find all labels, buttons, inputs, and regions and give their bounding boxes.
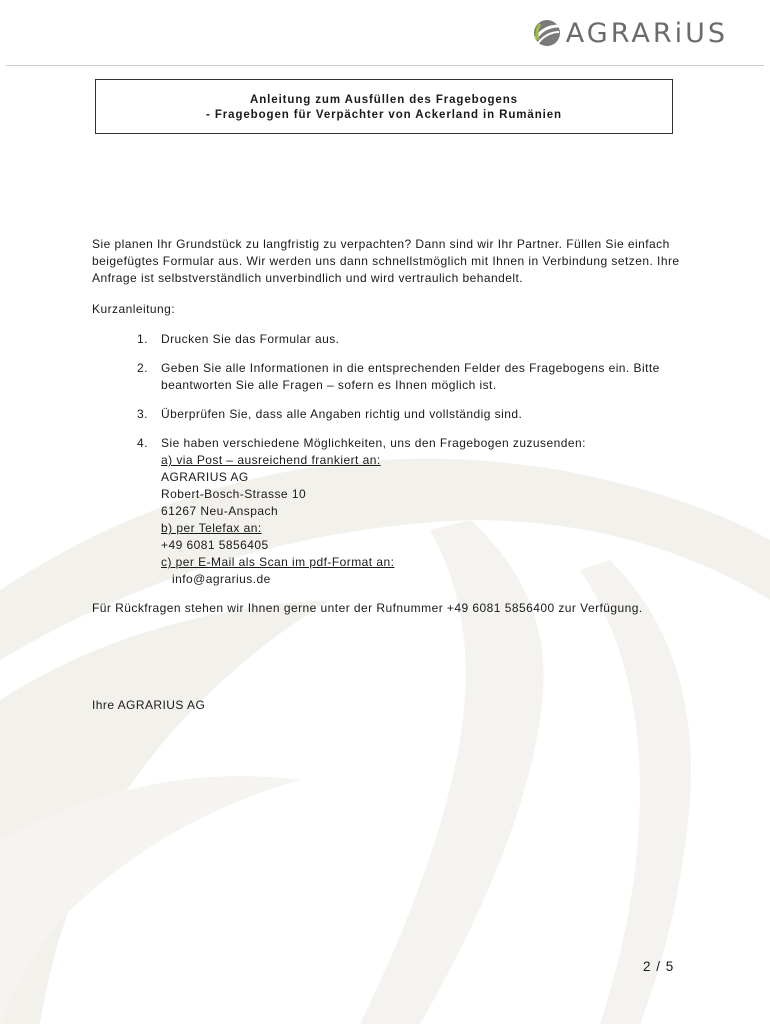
step-item — [92, 331, 692, 348]
title-line-1: Anleitung zum Ausfüllen des Fragebogens — [250, 94, 518, 106]
fax-option-label: b) per Telefax an: — [161, 521, 262, 535]
email-option-label: c) per E-Mail als Scan im pdf-Format an: — [161, 555, 395, 569]
step-text: Drucken Sie das Formular aus. — [161, 332, 340, 346]
postal-address — [161, 469, 692, 520]
email-address: info@agrarius.de — [172, 572, 271, 586]
instruction-steps — [92, 331, 692, 452]
title-line-2: - Fragebogen für Verpächter von Ackerland in Rumänien — [206, 109, 562, 121]
step-text: Geben Sie alle Informationen in die entsprechenden Felder des Fragebogens ein. Bitte beantworten Sie alle Fragen – sofern es Ihnen möglich ist. — [161, 361, 660, 392]
step-text: Sie haben verschiedene Möglichkeiten, uns den Fragebogen zuzusenden: — [161, 436, 586, 450]
step-item — [92, 360, 692, 394]
contact-note: Für Rückfragen stehen wir Ihnen gerne unter der Rufnummer +49 6081 5856400 zur Verfügung. — [92, 601, 643, 615]
address-line-1: AGRARIUS AG — [161, 470, 249, 484]
kurzanleitung-label: Kurzanleitung: — [92, 302, 176, 316]
step-item — [92, 406, 692, 423]
send-options — [92, 452, 692, 588]
step-text: Überprüfen Sie, dass alle Angaben richtig und vollständig sind. — [161, 407, 523, 421]
step-item — [92, 435, 692, 452]
intro-paragraph: Sie planen Ihr Grundstück zu langfristig zu verpachten? Dann sind wir Ihr Partner. Füllen Sie einfach beigefügtes Formular aus. Wir werden uns dann schnellstmöglich mit Ihnen in Verbindung setzen. Ihre Anfrage ist selbstverständlich unverbindlich und wird vertraulich behandelt. — [92, 237, 680, 285]
address-line-3: 61267 Neu-Anspach — [161, 504, 279, 518]
document-title-box — [95, 79, 673, 134]
step-number: 1. — [137, 332, 148, 346]
signature: Ihre AGRARIUS AG — [92, 698, 206, 712]
agrarius-logo — [532, 14, 728, 52]
document-body — [92, 236, 692, 714]
page-number: 2 / 5 — [643, 959, 675, 974]
leaf-ball-icon — [532, 18, 562, 48]
logo-text: AGRARiUS — [565, 17, 728, 49]
post-option-label: a) via Post – ausreichend frankiert an: — [161, 453, 381, 467]
step-number: 3. — [137, 407, 148, 421]
address-line-2: Robert-Bosch-Strasse 10 — [161, 487, 307, 501]
step-number: 2. — [137, 361, 148, 375]
header-divider — [6, 65, 764, 66]
fax-number: +49 6081 5856405 — [161, 538, 269, 552]
step-number: 4. — [137, 436, 148, 450]
